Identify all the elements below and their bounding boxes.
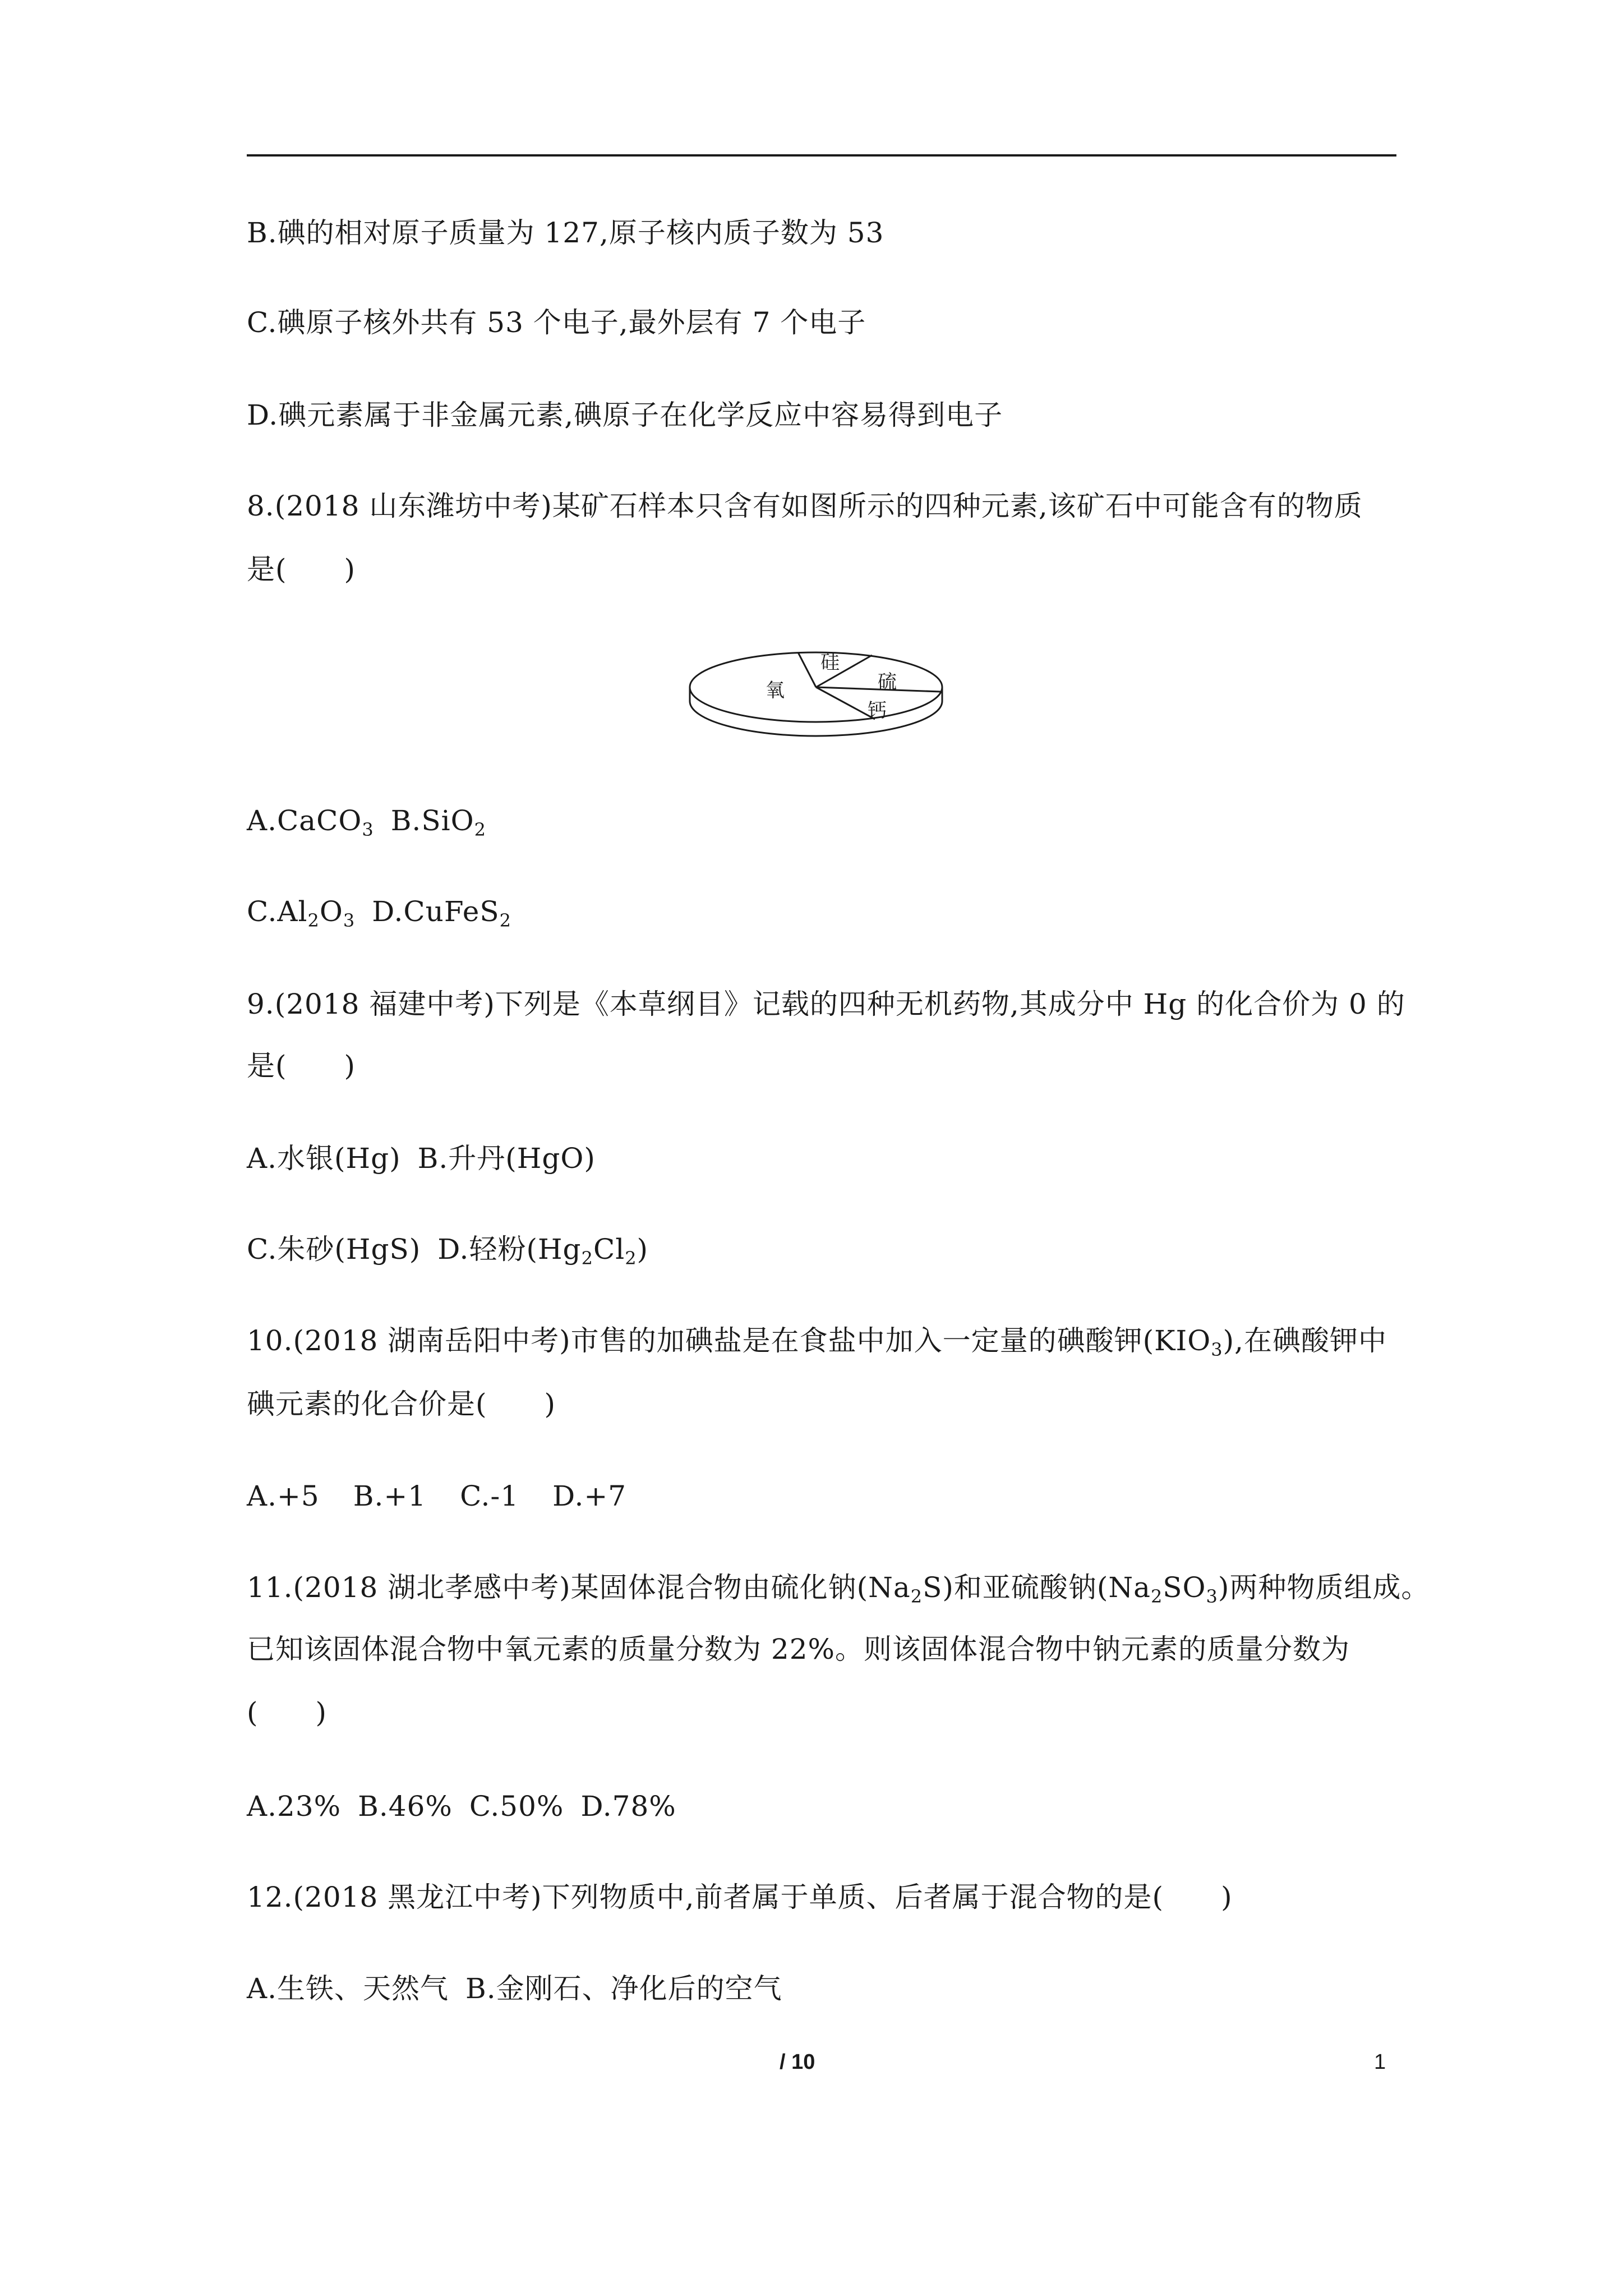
q11-stem-line1: 11.(2018 湖北孝感中考)某固体混合物由硫化钠$(Na_2S)$和亚硫酸钠$(Na_2SO_3)$两种物质组成。 (247, 1571, 1430, 1607)
q10-option-a: A.+5 (247, 1480, 320, 1512)
q9-stem-line1: 9.(2018 福建中考)下列是《本草纲目》记载的四种无机药物,其成分中 Hg 的化合价为 0 的 (247, 988, 1405, 1020)
q10-stem-line1: 10.(2018 湖南岳阳中考)市售的加碘盐是在食盐中加入一定量的碘酸钾$(KIO_3)$,在碘酸钾中 (247, 1324, 1387, 1360)
q10-option-d: D.+7 (552, 1480, 627, 1512)
q12-option-a: A.生铁、天然气 (247, 1972, 449, 2005)
q9-option-d: D.轻粉$(Hg_2Cl_2)$ (437, 1233, 649, 1269)
pie-label-silicon: 硅 (820, 651, 840, 674)
header-rule (247, 154, 1396, 157)
q12-stem-line1: 12.(2018 黑龙江中考)下列物质中,前者属于单质、后者属于混合物的是( ) (247, 1881, 1233, 1913)
page-total: / 10 (780, 2050, 815, 2074)
pie-label-sulfur: 硫 (878, 671, 897, 693)
q8-options-cd (247, 895, 512, 931)
q8-option-a: A.CaCO$_3$ (247, 804, 374, 840)
q11-option-d: D.78% (580, 1790, 676, 1823)
q8-stem-line1: 8.(2018 山东潍坊中考)某矿石样本只含有如图所示的四种元素,该矿石中可能含有的物质 (247, 490, 1363, 522)
q10-option-b: B.+1 (353, 1480, 427, 1512)
q9-option-b: B.升丹(HgO) (417, 1142, 596, 1175)
q8-stem-line2: 是( ) (247, 553, 356, 586)
pie-label-calcium: 钙 (868, 700, 887, 722)
q8-option-b: B.SiO$_2$ (390, 804, 486, 840)
page-number: 1 (1374, 2050, 1386, 2074)
q10-stem-line2: 碘元素的化合价是( ) (247, 1388, 556, 1420)
q11-stem-line2: 已知该固体混合物中氧元素的质量分数为 22%。则该固体混合物中钠元素的质量分数为 (247, 1633, 1350, 1665)
q8-options-ab (247, 804, 486, 838)
element-pie-figure (687, 634, 945, 752)
q8-option-c: $C.Al_2O_3$ (247, 895, 356, 931)
q9-option-c: C.朱砂(HgS) (247, 1233, 421, 1266)
q9-stem-line2: 是( ) (247, 1050, 356, 1082)
q9-option-a: A.水银(Hg) (247, 1142, 401, 1175)
q11-options (247, 1789, 676, 1823)
q7-option-b: B.碘的相对原子质量为 127,原子核内质子数为 53 (247, 217, 884, 249)
q9-options-ab (247, 1142, 596, 1175)
q7-option-d: D.碘元素属于非金属元素,碘原子在化学反应中容易得到电子 (247, 399, 1003, 431)
q10-option-c: C.-1 (460, 1480, 519, 1512)
pie-label-oxygen: 氧 (766, 679, 785, 702)
q11-option-a: A.23% (247, 1790, 342, 1823)
q11-option-b: B.46% (358, 1790, 453, 1823)
q11-stem-line3: ( ) (247, 1696, 328, 1729)
q12-option-b: B.金刚石、净化后的空气 (465, 1972, 782, 2005)
q10-options (247, 1479, 626, 1513)
q11-option-c: C.50% (469, 1790, 564, 1823)
q12-options-ab (247, 1972, 782, 2005)
q9-options-cd (247, 1232, 649, 1269)
q7-option-c: C.碘原子核外共有 53 个电子,最外层有 7 个电子 (247, 306, 866, 339)
q8-option-d: D.CuFeS$_2$ (372, 895, 512, 931)
